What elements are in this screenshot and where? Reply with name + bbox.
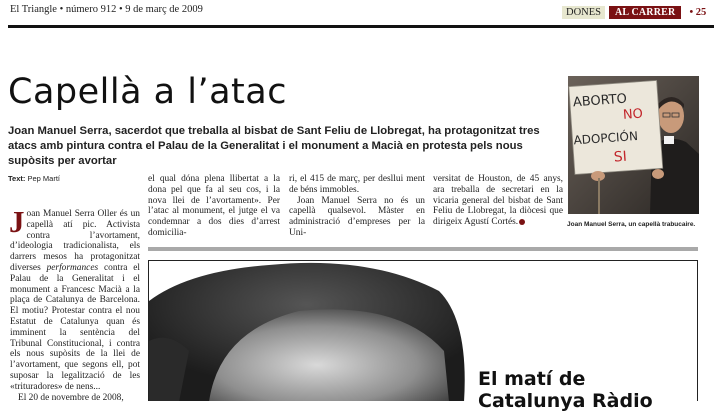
col1-paragraph-2: El 20 de novembre de 2008,	[18, 392, 124, 403]
header-rule	[8, 25, 714, 28]
headline: Capellà a l’atac	[8, 72, 287, 112]
photo-caption: Joan Manuel Serra, un capellà trabucaire.	[567, 221, 696, 228]
section-primary: DONES	[562, 6, 605, 19]
col2-text: el qual dóna plena llibertat a la dona pel que fa al seu cos, i la nova llei de l’avortament». Per l’atac al monument, el jutge el va condemnar a dos dies d’arrest domicilia-	[148, 174, 280, 238]
sign-text-2: NO	[622, 106, 644, 123]
col3-paragraph-2: Joan Manuel Serra no és un capellà qualsevol. Màster en administració d’empreses per la Uni-	[289, 195, 425, 238]
column-2	[148, 174, 280, 239]
end-mark-icon	[519, 219, 525, 225]
section-secondary: AL CARRER	[609, 6, 681, 19]
page-number: • 25	[689, 6, 707, 18]
sign-text-4: SI	[613, 148, 628, 166]
col1-text: oan Manuel Serra Oller és un capellà atí pic. Activista contra l’avortament, d’ideologia tradicionalista, els darrers mesos ha protagonitzat diverses	[10, 209, 140, 273]
col3-text: ri, el 415 de març, per desllui ment de béns immobles.	[289, 174, 425, 195]
column-4	[433, 174, 563, 228]
feature-title-line-2: Catalunya Ràdio	[478, 390, 653, 412]
col4-text: versitat de Houston, de 45 anys, ara treballa de secretari en la vicaria general del bisbat de Sant Feliu de Llobregat, la diòcesi que dirigeix Agustí Cortés.	[433, 174, 563, 228]
section-divider	[148, 247, 698, 251]
standfirst: Joan Manuel Serra, sacerdot que treballa al bisbat de Sant Feliu de Llobregat, ha protagonitzat tres atacs amb pintura contra el Palau de la Generalitat i el monument a Macià en protesta pels nous supòsits per avortar	[8, 125, 540, 167]
feature-title	[478, 368, 653, 412]
folio-line: El Triangle • número 912 • 9 de març de 2009	[10, 4, 203, 15]
byline	[8, 174, 60, 183]
col1-text-rest: contra el Palau de la Generalitat i el monument a Francesc Macià a la plaça de Catalunya de Barcelona. El motiu? Protestar contra el nou Estatut de Catalunya quan és imminent la sentència del Tribunal Constitucional, i contra els nous supòsits de la llei de l’avortament, que segons ell, pot suposar la legalització de les «trituradores» de nens...	[10, 262, 140, 392]
sign-text-1: ABORTO	[572, 91, 628, 111]
priest-photo-image	[568, 76, 699, 214]
column-1	[9, 204, 140, 403]
column-3	[289, 174, 425, 239]
sign-text-3: ADOPCIÓN	[573, 128, 639, 148]
priest-photo	[568, 76, 699, 214]
byline-name: Pep Martí	[27, 174, 60, 183]
section-tag	[562, 4, 706, 20]
col1-emphasis: performances	[46, 262, 99, 273]
drop-cap: J	[9, 204, 25, 239]
byline-label: Text:	[8, 174, 26, 183]
feature-title-line-1: El matí de	[478, 368, 586, 390]
